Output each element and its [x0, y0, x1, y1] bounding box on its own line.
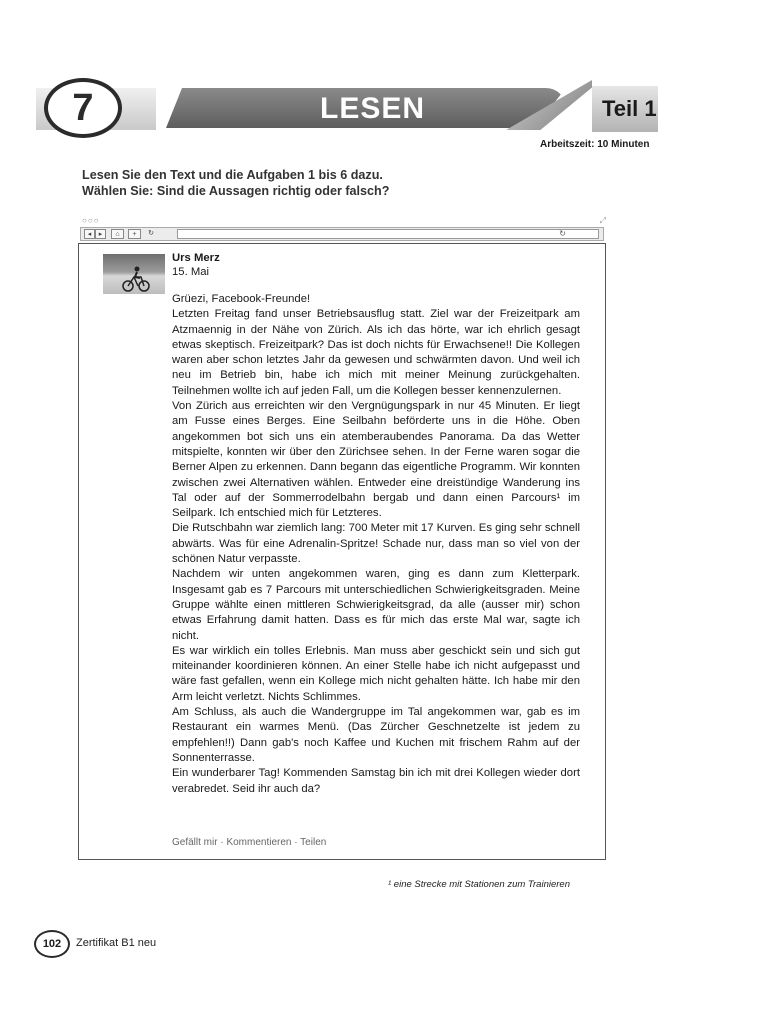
post-date: 15. Mai [172, 266, 210, 278]
post-actions: Gefällt mir · Kommentieren · Teilen [172, 837, 327, 848]
cyclist-icon [121, 264, 151, 292]
chapter-number-badge [44, 78, 122, 138]
post-paragraph: Die Rutschbahn war ziemlich lang: 700 Meter mit 17 Kurven. Es ging sehr schnell abwärts. Was für eine Adrenalin-Spritze! Schade nur, dass man so viel von der schönen Natur verpasste. [172, 522, 580, 566]
chapter-header [36, 78, 658, 140]
post-body [172, 292, 580, 797]
reload-small-icon: ↻ [148, 230, 154, 237]
avatar [103, 254, 165, 294]
post-paragraph: Am Schluss, als auch die Wandergruppe im Tal angekommen war, gab es im Restaurant ein warmes Menü. (Das Zürcher Geschnetzelte ist jedem zu empfehlen!!) Dann gab's noch Kaffee und Kuchen mit frischem Rahm auf der Sonnenterrasse. [172, 706, 580, 764]
post-author: Urs Merz [172, 252, 220, 264]
page-number: 102 [34, 930, 70, 958]
address-bar [177, 229, 599, 239]
book-title: Zertifikat B1 neu [76, 937, 157, 949]
instruction-line-1: Lesen Sie den Text und die Aufgaben 1 bis 6 dazu. [82, 168, 383, 182]
work-time: Arbeitszeit: 10 Minuten [540, 139, 650, 150]
post-paragraph: Ein wunderbarer Tag! Kommenden Samstag bin ich mit drei Kollegen wieder dort verabredet. Seid ihr auch da? [172, 767, 580, 795]
forward-arrow-icon: ▸ [95, 229, 106, 239]
window-controls: ○○○ [82, 216, 100, 225]
post-greeting: Grüezi, Facebook-Freunde! [172, 293, 311, 305]
post-paragraph: Letzten Freitag fand unser Betriebsausflug statt. Ziel war der Freizeitpark am Atzmaennig in der Nähe von Zürich. Als ich das hörte, war ich ehrlich gesagt etwas skeptisch. Freizeitpark? Das ist doch nichts für Erwachsene!! Die Kollegen waren aber schon letztes Jahr da gewesen und schwärmten davon. Und weil ich neu im Betrieb bin, habe ich mich mit meiner Meinung zurückgehalten. Teilnehmen wollte ich auf jeden Fall, um die Kollegen besser kennenzulernen. [172, 308, 580, 397]
plus-icon: + [128, 229, 141, 239]
post-paragraph: Nachdem wir unten angekommen waren, ging es dann zum Kletterpark. Insgesamt gab es 7 Parcours mit unterschiedlichen Schwierigkeitsgraden. Meine Gruppe wählte einen mittleren Schwierigkeitsgrad, da alle (ausser mir) schon etwas Erfahrung damit hatten. Dass es für mich das erste Mal war, sagte ich nicht. [172, 568, 580, 642]
browser-toolbar [80, 227, 604, 241]
reload-icon: ↻ [559, 229, 566, 238]
post-content [78, 243, 606, 860]
home-icon: ⌂ [111, 229, 124, 239]
section-title: LESEN [320, 92, 426, 125]
post-paragraph: Es war wirklich ein tolles Erlebnis. Man muss aber geschickt sein und sich gut miteinander koordinieren können. An einer Stelle habe ich nicht aufgepasst und wäre fast gefallen, wenn ein Kollege mich nicht gehalten hätte. Ich habe mir den Arm leicht verletzt. Nichts Schlimmes. [172, 644, 580, 703]
back-arrow-icon: ◂ [84, 229, 95, 239]
instruction-line-2: Wählen Sie: Sind die Aussagen richtig oder falsch? [82, 184, 390, 198]
post-paragraph: Von Zürich aus erreichten wir den Vergnügungspark in nur 45 Minuten. Er liegt am Fusse eines Berges. Eine Seilbahn beförderte uns in die Höhe. Oben angekommen bot sich uns ein atemberaubendes Panorama. Da das Wetter mitspielte, konnten wir über den Zürichsee sehen. In der Ferne waren sogar die Berner Alpen zu erkennen. Dann begann das eigentliche Programm. Wir konnten zwischen zwei Alternativen wählen. Entweder eine dreistündige Wanderung ins Tal oder auf der Sommerrodelbahn bergab und dann einen Parcours¹ im Seilpark. Ich entschied mich für Letzteres. [172, 400, 580, 520]
browser-window [78, 216, 606, 860]
footnote: ¹ eine Strecke mit Stationen zum Trainieren [388, 879, 570, 890]
instructions [82, 167, 389, 199]
resize-icon: ⤢ [599, 216, 606, 225]
chapter-number: 7 [72, 86, 94, 129]
part-label: Teil 1 [602, 96, 657, 121]
